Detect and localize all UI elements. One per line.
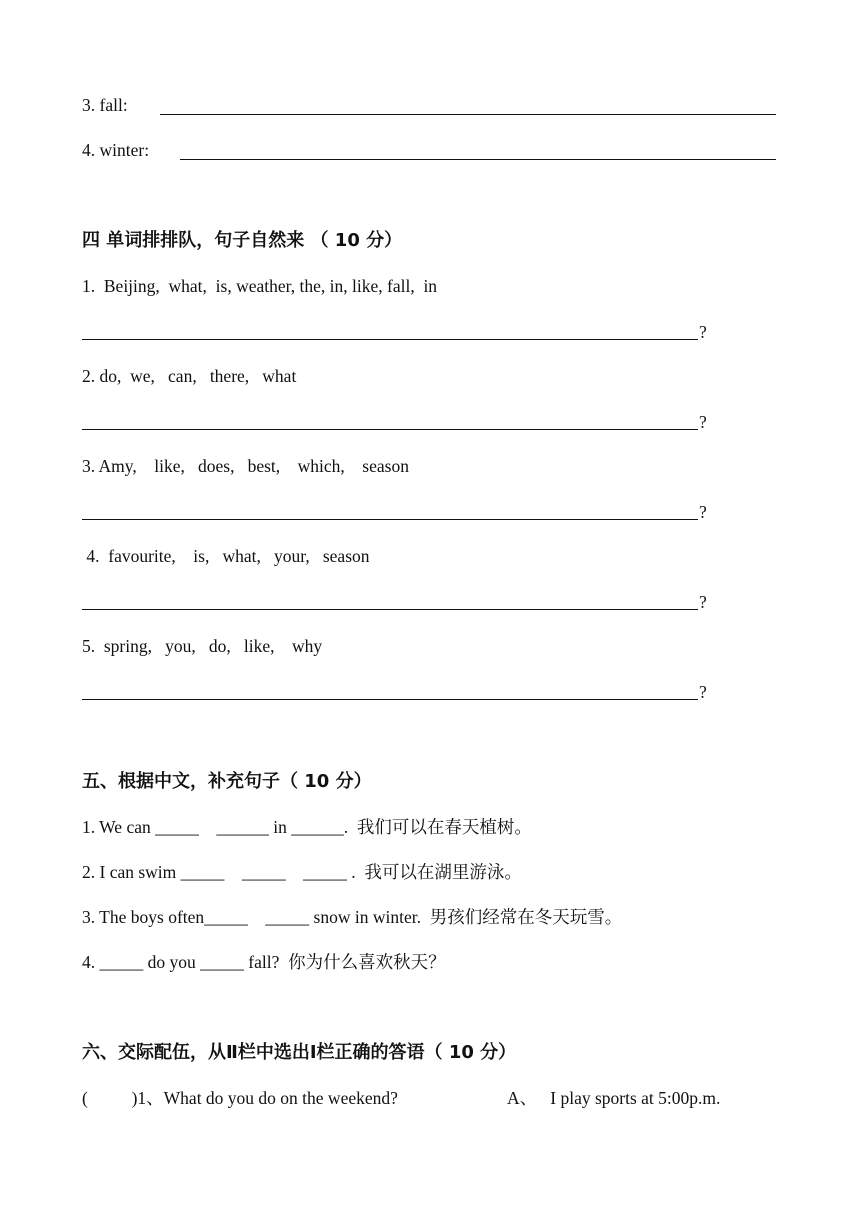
sentence-english: 1. We can _____ ______ in ______. bbox=[82, 817, 349, 837]
matching-answer: A、 I play sports at 5:00p.m. bbox=[507, 1088, 721, 1108]
sentence-chinese: 我可以在湖里游泳。 bbox=[364, 863, 522, 883]
answer-line[interactable] bbox=[160, 114, 776, 115]
section-6-title: 六、交际配伍，从Ⅱ栏中选出Ⅰ栏正确的答语（ 10 分） bbox=[82, 1042, 517, 1063]
fill-sentence bbox=[82, 951, 446, 974]
question-mark: ? bbox=[699, 322, 707, 342]
sentence-english: 4. _____ do you _____ fall? bbox=[82, 952, 280, 972]
word-list: 3. Amy, like, does, best, which, season bbox=[82, 456, 409, 476]
question-mark: ? bbox=[699, 592, 707, 612]
sentence-english: 2. I can swim _____ _____ _____ . bbox=[82, 862, 356, 882]
answer-line[interactable] bbox=[82, 699, 698, 700]
word-list: 5. spring, you, do, like, why bbox=[82, 636, 323, 656]
question-mark: ? bbox=[699, 682, 707, 702]
sentence-chinese: 我们可以在春天植树。 bbox=[356, 818, 532, 838]
fill-sentence bbox=[82, 906, 622, 929]
answer-line[interactable] bbox=[82, 339, 698, 340]
section-5-title: 五、根据中文，补充句子（ 10 分） bbox=[82, 771, 372, 792]
fill-sentence bbox=[82, 816, 532, 839]
question-mark: ? bbox=[699, 412, 707, 432]
q3-fall-label: 3. fall: bbox=[82, 95, 128, 115]
word-list: 4. favourite, is, what, your, season bbox=[82, 546, 370, 566]
answer-line[interactable] bbox=[82, 519, 698, 520]
answer-line[interactable] bbox=[180, 159, 776, 160]
sentence-english: 3. The boys often_____ _____ snow in winter. bbox=[82, 907, 421, 927]
q4-winter-label: 4. winter: bbox=[82, 140, 150, 160]
answer-line[interactable] bbox=[82, 609, 698, 610]
sentence-chinese: 你为什么喜欢秋天？ bbox=[288, 953, 446, 973]
word-list: 1. Beijing, what, is, weather, the, in, like, fall, in bbox=[82, 276, 438, 296]
word-list: 2. do, we, can, there, what bbox=[82, 366, 297, 386]
matching-question: ( )1、What do you do on the weekend? bbox=[82, 1088, 398, 1108]
sentence-chinese: 男孩们经常在冬天玩雪。 bbox=[429, 908, 623, 928]
answer-line[interactable] bbox=[82, 429, 698, 430]
fill-sentence bbox=[82, 861, 522, 884]
section-4-title: 四 单词排排队，句子自然来 （ 10 分） bbox=[82, 230, 403, 251]
question-mark: ? bbox=[699, 502, 707, 522]
